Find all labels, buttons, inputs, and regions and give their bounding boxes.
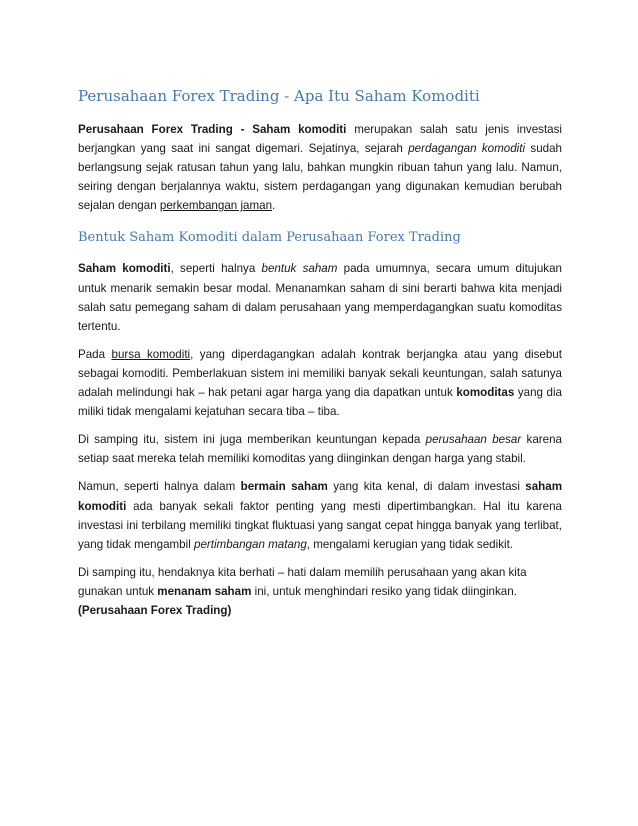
paragraph-keuntungan — [78, 430, 562, 468]
document-title: Perusahaan Forex Trading - Apa Itu Saham Komoditi — [78, 87, 480, 105]
bold-term: saham komoditi — [78, 480, 562, 513]
section-heading: Bentuk Saham Komoditi dalam Perusahaan Forex Trading — [78, 230, 461, 246]
text-run: yang dia miliki tidak mengalami kejatuhan secara tiba – tiba. — [78, 386, 563, 419]
text-run: karena setiap saat mereka telah memiliki komoditas yang diinginkan dengan harga yang stabil. — [78, 433, 562, 466]
text-run: Di samping itu, hendaknya kita berhati – hati dalam memilih perusahaan yang akan kita gunakan untuk — [78, 565, 527, 598]
text-run: Namun, seperti halnya dalam — [78, 480, 241, 494]
paragraph-penutup — [78, 563, 562, 620]
link-perkembangan-jaman[interactable]: perkembangan jaman — [159, 199, 273, 213]
italic-term: pertimbangan matang — [194, 537, 307, 551]
bold-term: bermain saham — [240, 480, 328, 494]
italic-term: bentuk saham — [261, 262, 338, 276]
paragraph-fluktuasi — [78, 477, 562, 553]
bold-term: (Perusahaan Forex Trading) — [78, 603, 232, 617]
paragraph-saham-komoditi — [78, 259, 562, 335]
text-run: merupakan salah satu jenis investasi berjangkan yang saat ini sangat digemari. Sejatinya, sejarah — [78, 123, 562, 156]
text-run: sudah berlangsung sejak ratusan tahun yang lalu, bahkan mungkin ribuan tahun yang lalu. Namun, seiring dengan berjalannya waktu, sistem perdagangan yang digunakan kemudian berubah sejalan dengan — [78, 142, 562, 213]
bold-term: menanam saham — [157, 584, 252, 598]
italic-term: perdagangan komoditi — [408, 142, 526, 156]
text-run: , mengalami kerugian yang tidak sedikit. — [306, 537, 514, 551]
text-run: . — [272, 199, 276, 213]
paragraph-intro — [78, 120, 562, 215]
text-run: ini, untuk menghindari resiko yang tidak diinginkan. — [251, 584, 517, 598]
bold-term: Saham komoditi — [78, 262, 171, 276]
document-page — [78, 86, 562, 629]
italic-term: perusahaan besar — [425, 433, 522, 447]
text-run: Pada — [78, 347, 112, 361]
text-run: , yang diperdagangkan adalah kontrak berjangka atau yang disebut sebagai komoditi. Pemberlakuan sistem ini memiliki banyak sekali keuntungan, salah satunya adalah melindungi hak – hak petani agar harga yang dia dapatkan untuk — [78, 347, 562, 400]
bold-term: komoditas — [456, 386, 515, 400]
text-run: ada banyak sekali faktor penting yang mesti dipertimbangkan. Hal itu karena investasi ini terbilang memiliki tingkat fluktuasi yang sangat cepat hingga banyak yang terlibat, yang tidak mengambil — [78, 499, 562, 551]
text-run: yang kita kenal, di dalam investasi — [327, 480, 526, 494]
link-bursa-komoditi[interactable]: bursa komoditi — [111, 347, 191, 361]
paragraph-bursa-komoditi — [78, 345, 562, 421]
text-run: , seperti halnya — [170, 262, 262, 276]
text-run: Di samping itu, sistem ini juga memberikan keuntungan kepada — [78, 433, 426, 447]
text-run: pada umumnya, secara umum ditujukan untuk menarik semakin besar modal. Menanamkan saham di sini berarti bahwa kita menjadi salah satu pemegang saham di dalam perusahaan yang memperdagangkan suatu komoditas tertentu. — [78, 262, 562, 333]
lead-bold: Perusahaan Forex Trading - Saham komoditi — [78, 123, 347, 136]
